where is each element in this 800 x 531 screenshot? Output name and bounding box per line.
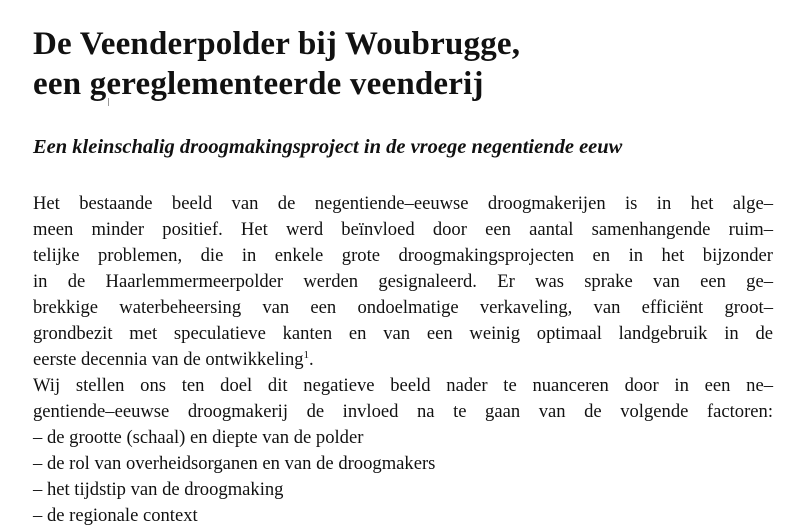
paragraph-2-line-1: Wij stellen ons ten doel dit negatieve beeld nader te nuanceren door in een ne– [33, 375, 773, 396]
paragraph-1-line-3: telijke problemen, die in enkele grote droogmakingsprojecten en in het bijzonder [33, 245, 773, 266]
paragraph-1-line-2: meen minder positief. Het werd beïnvloed door een aantal samenhangende ruim– [33, 219, 773, 240]
factor-list-item-1: – de grootte (schaal) en diepte van de polder [33, 427, 364, 448]
paragraph-2-line-2: gentiende–eeuwse droogmakerij de invloed na te gaan van de volgende factoren: [33, 401, 773, 422]
article-title [33, 24, 520, 104]
paragraph-1-line-6: grondbezit met speculatieve kanten en van een weinig optimaal landgebruik in de [33, 323, 773, 344]
article-body [33, 191, 773, 529]
factor-list-item-3: – het tijdstip van de droogmaking [33, 479, 284, 500]
paragraph-1-line-7 [33, 347, 773, 373]
article-subtitle: Een kleinschalig droogmakingsproject in de vroege negentiende eeuw [33, 136, 623, 158]
factor-list-item-2: – de rol van overheidsorganen en van de droogmakers [33, 453, 436, 474]
paragraph-1-period: . [309, 349, 314, 370]
title-line-2: een gereglementeerde veenderij [33, 66, 484, 102]
paragraph-1-line-5: brekkige waterbeheersing van een ondoelmatige verkaveling, van efficiënt groot– [33, 297, 773, 318]
footnote-reference: 1 [303, 348, 310, 361]
title-line-1: De Veenderpolder bij Woubrugge, [33, 26, 521, 62]
paragraph-1-last-text: eerste decennia van de ontwikkeling [33, 349, 304, 370]
paragraph-1-line-1: Het bestaande beeld van de negentiende–eeuwse droogmakerijen is in het alge– [33, 193, 773, 214]
paragraph-1-line-4: in de Haarlemmermeerpolder werden gesignaleerd. Er was sprake van een ge– [33, 271, 773, 292]
factor-list-item-4: – de regionale context [33, 505, 198, 526]
